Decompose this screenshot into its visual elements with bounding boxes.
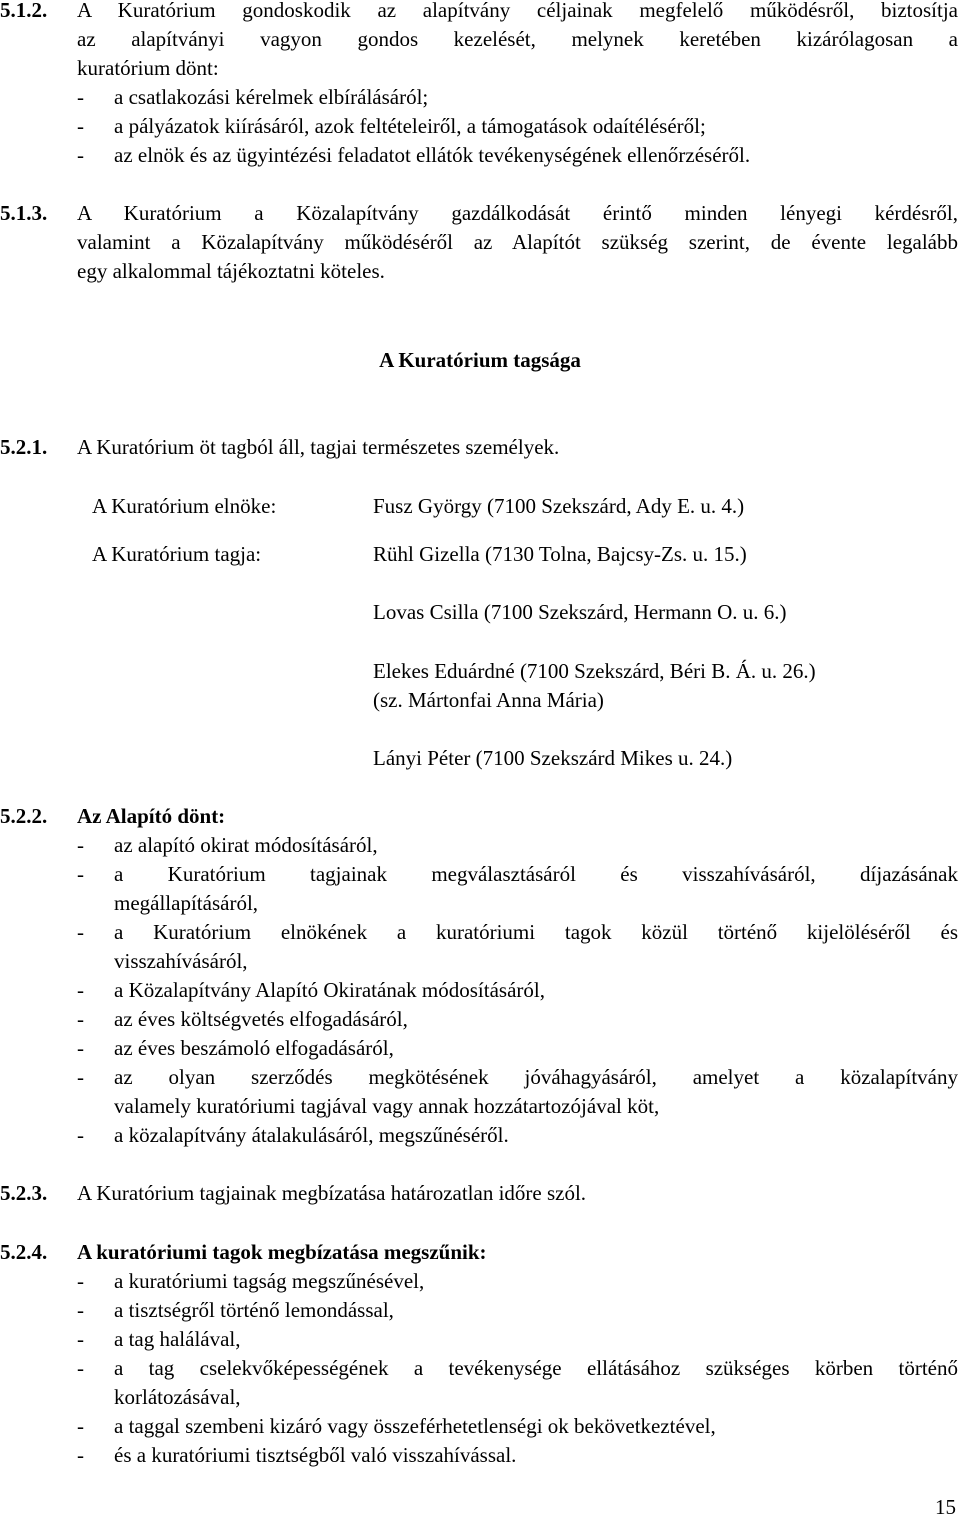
list-item: - a Kuratórium tagjainak megválasztásáról és visszahívásáról, díjazásának megállapításáról, (77, 862, 958, 915)
paragraph-line: A Kuratórium öt tagból áll, tagjai természetes személyek. (77, 435, 560, 459)
list-item: - a tag cselekvőképességének a tevékenysége ellátásához szükséges körben történő korlátozásával, (77, 1356, 958, 1409)
list-item: - az olyan szerződés megkötésének jóváhagyásáról, amelyet a közalapítvány valamely kuratóriumi tagjával vagy annak hozzátartozójával köt, (77, 1065, 958, 1118)
section-number: 5.2.1. (0, 435, 48, 459)
section-5-2-4 (0, 1238, 958, 1470)
bullet-dash: - (77, 85, 84, 109)
member-row (0, 540, 960, 569)
list-item: - az éves beszámoló elfogadásáról, (77, 1036, 394, 1060)
member-row (0, 492, 960, 521)
member-row (0, 686, 960, 715)
chair-label: A Kuratórium elnöke: (92, 494, 277, 518)
section-number: 5.2.2. (0, 804, 48, 828)
member-name-note: (sz. Mártonfai Anna Mária) (373, 688, 604, 712)
section-5-2-2 (0, 802, 958, 1150)
section-number: 5.1.2. (0, 0, 48, 22)
section-5-1-3 (0, 199, 958, 286)
list-item: - az éves költségvetés elfogadásáról, (77, 1007, 408, 1031)
section-number: 5.2.3. (0, 1181, 48, 1205)
chair-name: Fusz György (7100 Szekszárd, Ady E. u. 4.) (373, 494, 745, 518)
list-item: - a kuratóriumi tagság megszűnésével, (77, 1269, 425, 1293)
member-row (0, 598, 960, 627)
list-item: - az alapító okirat módosításáról, (77, 833, 378, 857)
paragraph-line: az alapítványi vagyon gondos kezelését, melynek keretében kizárólagosan a (77, 27, 958, 51)
paragraph-line: A Kuratórium a Közalapítvány gazdálkodását érintő minden lényegi kérdésről, (77, 201, 958, 225)
member-label: A Kuratórium tagja: (92, 542, 262, 566)
list-item: - a Kuratórium elnökének a kuratóriumi tagok közül történő kijelöléséről és visszahívásáról, (77, 920, 958, 973)
section-5-1-2 (0, 0, 958, 170)
list-item: - a Közalapítvány Alapító Okiratának módosításáról, (77, 978, 545, 1002)
list-item: - a csatlakozási kérelmek elbírálásáról; (77, 83, 958, 112)
list-item: - az elnök és az ügyintézési feladatot ellátók tevékenységének ellenőrzéséről. (77, 141, 958, 170)
member-name: Elekes Eduárdné (7100 Szekszárd, Béri B. Á. u. 26.) (373, 659, 816, 683)
paragraph-line: A Kuratórium gondoskodik az alapítvány céljainak megfelelő működésről, biztosítja (77, 0, 958, 22)
section-title: A kuratóriumi tagok megbízatása megszűnik: (77, 1240, 487, 1264)
list-item: - és a kuratóriumi tisztségből való visszahívással. (77, 1443, 517, 1467)
list-item: - a tag halálával, (77, 1327, 241, 1351)
paragraph-line: egy alkalommal tájékoztatni köteles. (77, 259, 385, 283)
section-5-2-1 (0, 433, 958, 462)
section-title: Az Alapító dönt: (77, 804, 226, 828)
list-item: - a közalapítvány átalakulásáról, megszűnéséről. (77, 1123, 509, 1147)
list-item: - a pályázatok kiírásáról, azok feltételeiről, a támogatások odaítéléséről; (77, 112, 958, 141)
list-item: - a taggal szembeni kizáró vagy összeférhetetlenségi ok bekövetkeztével, (77, 1414, 716, 1438)
member-name: Lányi Péter (7100 Szekszárd Mikes u. 24.) (373, 746, 733, 770)
member-name: Lovas Csilla (7100 Szekszárd, Hermann O. u. 6.) (373, 600, 787, 624)
section-number: 5.2.4. (0, 1240, 48, 1264)
section-5-2-3 (0, 1179, 958, 1208)
member-row (0, 657, 960, 686)
list-item: - a tisztségről történő lemondással, (77, 1298, 394, 1322)
paragraph-line: A Kuratórium tagjainak megbízatása határozatlan időre szól. (77, 1181, 587, 1205)
page-number: 15 (935, 1495, 956, 1519)
section-heading: A Kuratórium tagsága (379, 348, 581, 372)
section-number: 5.1.3. (0, 201, 48, 225)
bullet-dash: - (77, 143, 84, 167)
paragraph-line: kuratórium dönt: (77, 56, 219, 80)
member-name: Rühl Gizella (7130 Tolna, Bajcsy-Zs. u. 15.) (373, 542, 747, 566)
bullet-dash: - (77, 114, 84, 138)
paragraph-line: valamint a Közalapítvány működéséről az Alapítót szükség szerint, de évente legalább (77, 230, 958, 254)
member-row (0, 744, 960, 773)
